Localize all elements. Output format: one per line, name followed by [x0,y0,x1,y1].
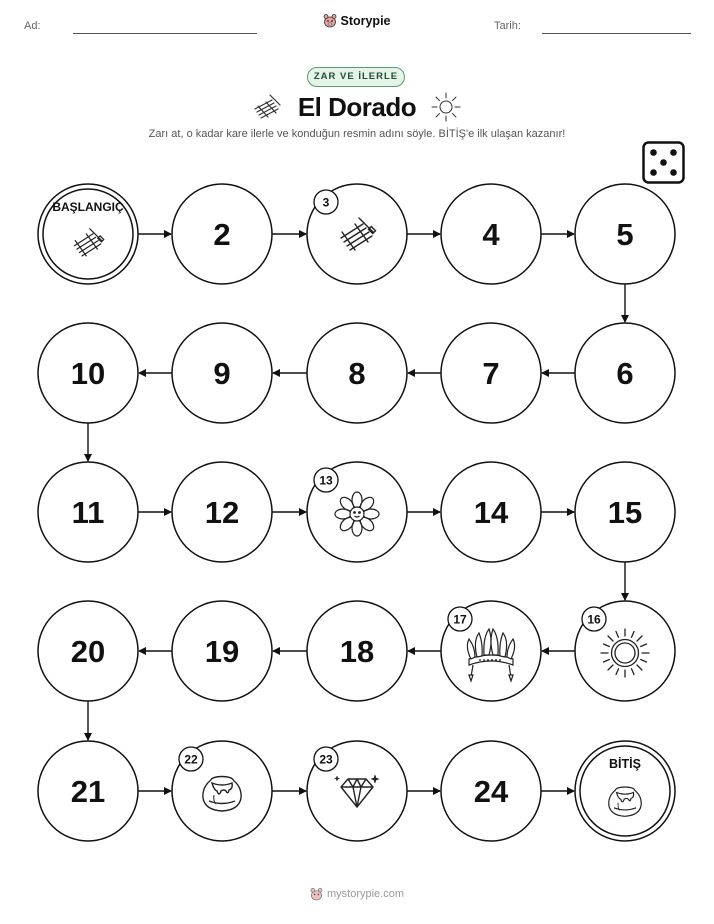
square-number: 13 [319,473,333,488]
square-number: 7 [482,356,500,391]
board-square-11[interactable] [38,462,138,562]
square-number: 8 [348,356,366,391]
honey-pot-icon [609,787,641,816]
square-number: 19 [204,634,240,669]
board-square-18[interactable] [307,601,407,701]
board-square-6[interactable] [575,323,675,423]
finish-square[interactable] [575,741,675,841]
square-number: 11 [71,495,105,530]
board-square-9[interactable] [172,323,272,423]
board-square-22[interactable] [172,741,272,841]
square-number: 14 [473,495,509,530]
footer [0,887,714,906]
square-number: 15 [607,495,643,530]
board-square-21[interactable] [38,741,138,841]
square-number: 6 [616,356,634,391]
board-square-4[interactable] [441,184,541,284]
board-square-8[interactable] [307,323,407,423]
square-number: 10 [70,356,106,391]
board-square-7[interactable] [441,323,541,423]
square-number: 12 [204,495,240,530]
board-square-2[interactable] [172,184,272,284]
board-square-20[interactable] [38,601,138,701]
board-square-3[interactable] [307,184,407,284]
square-number: 9 [213,356,231,391]
board-square-14[interactable] [441,462,541,562]
square-number: 2 [213,217,231,252]
board-square-24[interactable] [441,741,541,841]
square-number: 22 [184,752,198,767]
start-square[interactable] [38,184,138,284]
square-number: 20 [70,634,106,669]
honey-pot-icon [203,777,241,812]
square-number: 17 [453,612,467,627]
storypie-mascot-icon [310,887,323,901]
board-square-16[interactable] [575,601,675,701]
instructions: Zarı at, o kadar kare ilerle ve konduğun resmin adını söyle. BİTİŞ'e ilk ulaşan kazanır! [148,128,566,140]
board-square-15[interactable] [575,462,675,562]
square-number: 24 [473,774,509,809]
board-square-12[interactable] [172,462,272,562]
board-square-17[interactable] [441,601,541,701]
board-square-23[interactable] [307,741,407,841]
square-number: 4 [482,217,500,252]
name-label: Ad: [24,20,41,32]
square-circle [38,184,138,284]
activity-badge: ZAR VE İLERLE [307,67,405,87]
date-label: Tarih: [494,20,521,32]
square-number: 21 [70,774,106,809]
board-square-10[interactable] [38,323,138,423]
board-square-13[interactable] [307,462,407,562]
footer-url[interactable]: mystorypie.com [326,888,405,900]
square-number: 3 [322,195,330,210]
square-number: 16 [587,612,601,627]
square-label: BİTİŞ [609,757,641,771]
page-title: El Dorado [297,92,417,122]
brand-name: Storypie [340,13,391,28]
board-square-5[interactable] [575,184,675,284]
square-number: 23 [319,752,333,767]
square-number: 5 [616,217,634,252]
square-label: BAŞLANGIÇ [52,200,124,214]
board-square-19[interactable] [172,601,272,701]
square-number: 18 [339,634,375,669]
